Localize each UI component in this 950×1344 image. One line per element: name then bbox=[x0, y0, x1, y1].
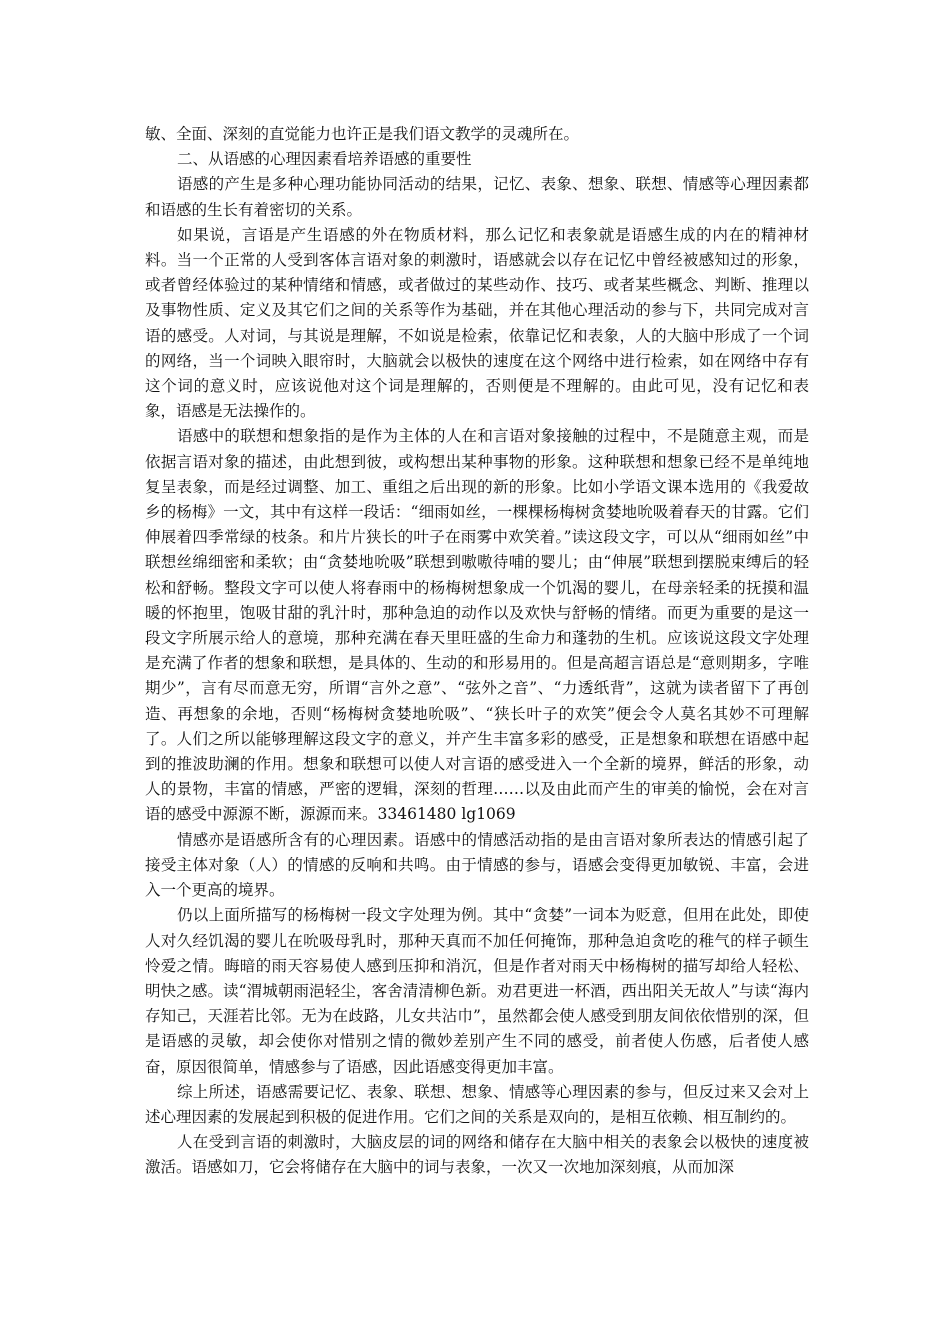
paragraph: 语感的产生是多种心理功能协同活动的结果，记忆、表象、想象、联想、情感等心理因素都和语感的生长有着密切的关系。 bbox=[145, 175, 809, 219]
paragraph: 如果说，言语是产生语感的外在物质材料，那么记忆和表象就是语感生成的内在的精神材料。当一个正常的人受到客体言语对象的刺激时，语感就会以存在记忆中曾经被感知过的形象，或者曾经体验过的某种情绪和情感，或者做过的某些动作、技巧、或者某些概念、判断、推理以及事物性质、定义及其它们之间的关系等作为基础，并在其他心理活动的参与下，共同完成对言语的感受。人对词，与其说是理解，不如说是检索，依靠记忆和表象，人的大脑中形成了一个词的网络，当一个词映入眼帘时，大脑就会以极快的速度在这个网络中进行检索，如在网络中存有这个词的意义时，应该说他对这个词是理解的，否则便是不理解的。由此可见，没有记忆和表象，语感是无法操作的。 bbox=[145, 225, 809, 421]
section-heading: 二、从语感的心理因素看培养语感的重要性 bbox=[177, 150, 472, 169]
paragraph: 语感中的联想和想象指的是作为主体的人在和言语对象接触的过程中，不是随意主观，而是依据言语对象的描述，由此想到彼，或构想出某种事物的形象。这种联想和想象已经不是单纯地复呈表象，而是经过调整、加工、重组之后出现的新的形象。比如小学语文课本选用的《我爱故乡的杨梅》一文，其中有这样一段话：“细雨如丝，一棵棵杨梅树贪婪地吮吸着春天的甘露。它们伸展着四季常绿的枝条。和片片狭长的叶子在雨雾中欢笑着。”读这段文字，可以从“细雨如丝”中联想丝绵细密和柔软；由“贪婪地吮吸”联想到嗷嗷待哺的婴儿；由“伸展”联想到摆脱束缚后的轻松和舒畅。整段文字可以使人将春雨中的杨梅树想象成一个饥渴的婴儿，在母亲轻柔的抚摸和温暖的怀抱里，饱吸甘甜的乳汁时，那种急迫的动作以及欢快与舒畅的情绪。而更为重要的是这一段文字所展示给人的意境，那种充满在春天里旺盛的生命力和蓬勃的生机。应该说这段文字处理是充满了作者的想象和联想，是具体的、生动的和形易用的。但是高超言语总是“意则期多，字唯期少”，言有尽而意无穷，所谓“言外之意”、“弦外之音”、“力透纸背”，这就为读者留下了再创造、再想象的余地，否则“杨梅树贪婪地吮吸”、“狭长叶子的欢笑”便会令人莫名其妙不可理解了。人们之所以能够理解这段文字的意义，并产生丰富多彩的感受，正是想象和联想在语感中起到的推波助澜的作用。想象和联想可以使人对言语的感受进入一个全新的境界，鲜活的形象，动人的景物，丰富的情感，严密的逻辑，深刻的哲理……以及由此而产生的审美的愉悦，会在对言语的感受中源源不断，源源而来。33461480 lg1069 bbox=[145, 427, 809, 824]
paragraph: 仍以上面所描写的杨梅树一段文字处理为例。其中“贪婪”一词本为贬意，但用在此处，即使人对久经饥渴的婴儿在吮吸母乳时，那种天真而不加任何掩饰，那种急迫贪吃的稚气的样子顿生怜爱之情。晦暗的雨天容易使人感到压抑和消沉，但是作者对雨天中杨梅树的描写却给人轻松、明快之感。读“渭城朝雨浥轻尘，客舍清清柳色新。劝君更进一杯酒，西出阳关无故人”与读“海内存知己，天涯若比邻。无为在歧路，儿女共沾巾”，虽然都会使人感受到朋友间依依惜别的深，但是语感的灵敏，却会使你对惜别之情的微妙差别产生不同的感受，前者使人伤感，后者使人感奋，原因很简单，情感参与了语感，因此语感变得更加丰富。 bbox=[145, 906, 809, 1076]
paragraph: 综上所述，语感需要记忆、表象、联想、想象、情感等心理因素的参与，但反过来又会对上述心理因素的发展起到积极的促进作用。它们之间的关系是双向的，是相互依赖、相互制约的。 bbox=[145, 1082, 809, 1126]
document-body bbox=[145, 122, 809, 1181]
paragraph: 人在受到言语的刺激时，大脑皮层的词的网络和储存在大脑中相关的表象会以极快的速度被激活。语感如刀，它会将储存在大脑中的词与表象，一次又一次地加深刻痕，从而加深 bbox=[145, 1133, 809, 1177]
paragraph-continuation: 敏、全面、深刻的直觉能力也许正是我们语文教学的灵魂所在。 bbox=[145, 125, 580, 143]
paragraph: 情感亦是语感所含有的心理因素。语感中的情感活动指的是由言语对象所表达的情感引起了接受主体对象（人）的情感的反响和共鸣。由于情感的参与，语感会变得更加敏锐、丰富，会进入一个更高的境界。 bbox=[145, 830, 809, 900]
